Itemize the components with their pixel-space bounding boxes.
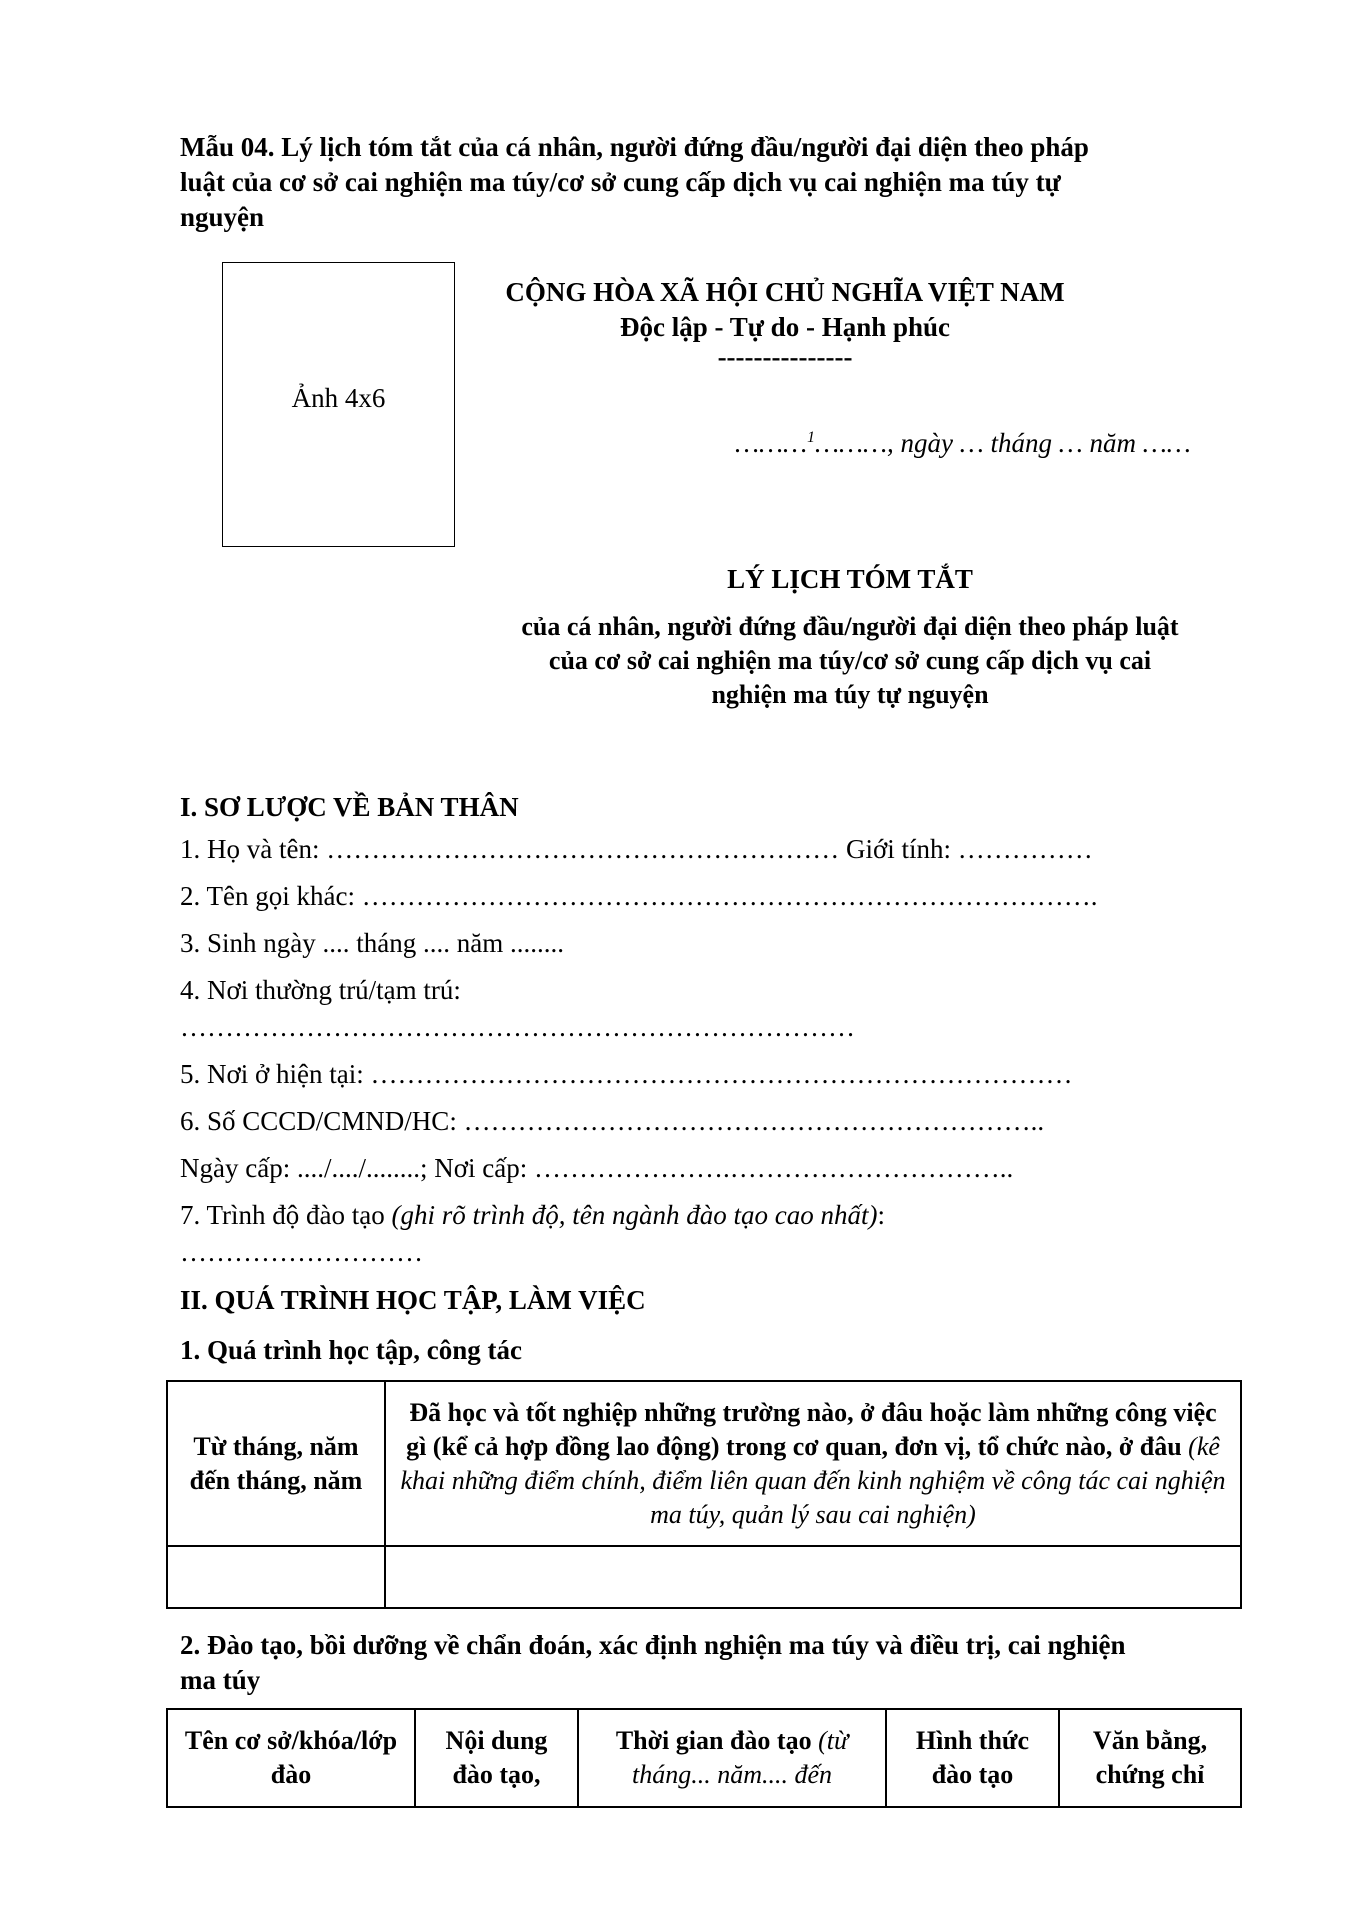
section2-sub2: 2. Đào tạo, bồi dưỡng về chẩn đoán, xác định nghiện ma túy và điều trị, cai nghiện ma túy — [180, 1630, 1126, 1695]
photo-placeholder — [222, 262, 455, 547]
table1-header-period: Từ tháng, năm đến tháng, năm — [167, 1381, 385, 1546]
education-note: (ghi rõ trình độ, tên ngành đào tạo cao nhất) — [391, 1200, 878, 1230]
training-table — [166, 1708, 1242, 1808]
doc-main-title: LÝ LỊCH TÓM TẮT — [727, 564, 973, 594]
footnote-marker: 1 — [807, 429, 816, 446]
field-full-name[interactable]: 1. Họ và tên: ………………………………………………… Giới tính: …………… — [180, 834, 1093, 864]
table2-header-content: Nội dung đào tạo, — [415, 1709, 578, 1807]
table2-header-format: Hình thức đào tạo — [886, 1709, 1059, 1807]
field-residence-label: 4. Nơi thường trú/tạm trú: — [180, 975, 461, 1005]
header-divider: --------------- — [717, 342, 853, 372]
date-line: ………$^1$………, ngày … tháng … năm …… — [735, 428, 1191, 458]
table2-header-duration: Thời gian đào tạo (từ tháng... năm.... đến — [578, 1709, 886, 1807]
national-header — [505, 275, 1065, 372]
table1-header-details: Đã học và tốt nghiệp những trường nào, ở đâu hoặc làm những công việc gì (kể cả hợp đồng lao động) trong cơ quan, đơn vị, tổ chức nào, ở đâu (kê khai những điểm chính, điểm liên quan đến kinh nghiệm về công tác cai nghiện ma túy, quản lý sau cai nghiện) — [385, 1381, 1241, 1546]
form-title: Mẫu 04. Lý lịch tóm tắt của cá nhân, người đứng đầu/người đại diện theo pháp luật của cơ sở cai nghiện ma túy/cơ sở cung cấp dịch vụ cai nghiện ma túy tự nguyện — [180, 132, 1089, 232]
field-residence[interactable]: ………………………………………………………………… — [180, 1012, 855, 1042]
work-history-table — [166, 1380, 1242, 1609]
national-motto: Độc lập - Tự do - Hạnh phúc — [619, 312, 951, 342]
nation-name: CỘNG HÒA XÃ HỘI CHỦ NGHĨA VIỆT NAM — [505, 277, 1065, 307]
field-education-label: 7. Trình độ đào tạo (ghi rõ trình độ, tên ngành đào tạo cao nhất): — [180, 1200, 886, 1230]
field-id-number[interactable]: 6. Số CCCD/CMND/HC: ……………………………………………………….. — [180, 1106, 1045, 1136]
field-education[interactable]: ……………………… — [180, 1237, 423, 1267]
table-row — [167, 1546, 1241, 1608]
field-issue-info[interactable]: Ngày cấp: ..../..../........; Nơi cấp: ………………….………………………….. — [180, 1153, 1014, 1183]
form-number: Mẫu 04. — [180, 132, 275, 162]
document-subtitle: của cá nhân, người đứng đầu/người đại diện theo pháp luật của cơ sở cai nghiện ma túy/cơ sở cung cấp dịch vụ cai nghiện ma túy tự nguyện — [521, 612, 1179, 709]
section1-heading: I. SƠ LƯỢC VỀ BẢN THÂN — [180, 792, 519, 822]
table1-cell-period[interactable] — [167, 1546, 385, 1608]
section2-heading: II. QUÁ TRÌNH HỌC TẬP, LÀM VIỆC — [180, 1285, 646, 1315]
section2-sub1: 1. Quá trình học tập, công tác — [180, 1335, 523, 1365]
document-title — [450, 562, 1250, 597]
photo-label: Ảnh 4x6 — [291, 383, 386, 413]
section1-fields — [180, 832, 1230, 1275]
field-alias[interactable]: 2. Tên gọi khác: ………………………………………………………………………. — [180, 881, 1098, 911]
field-date-of-birth[interactable]: 3. Sinh ngày .... tháng .... năm ........ — [180, 928, 564, 958]
field-current-address[interactable]: 5. Nơi ở hiện tại: …………………………………………………………………… — [180, 1059, 1073, 1089]
table1-cell-details[interactable] — [385, 1546, 1241, 1608]
table2-header-institution: Tên cơ sở/khóa/lớp đào — [167, 1709, 415, 1807]
table2-header-certificate: Văn bằng, chứng chỉ — [1059, 1709, 1241, 1807]
